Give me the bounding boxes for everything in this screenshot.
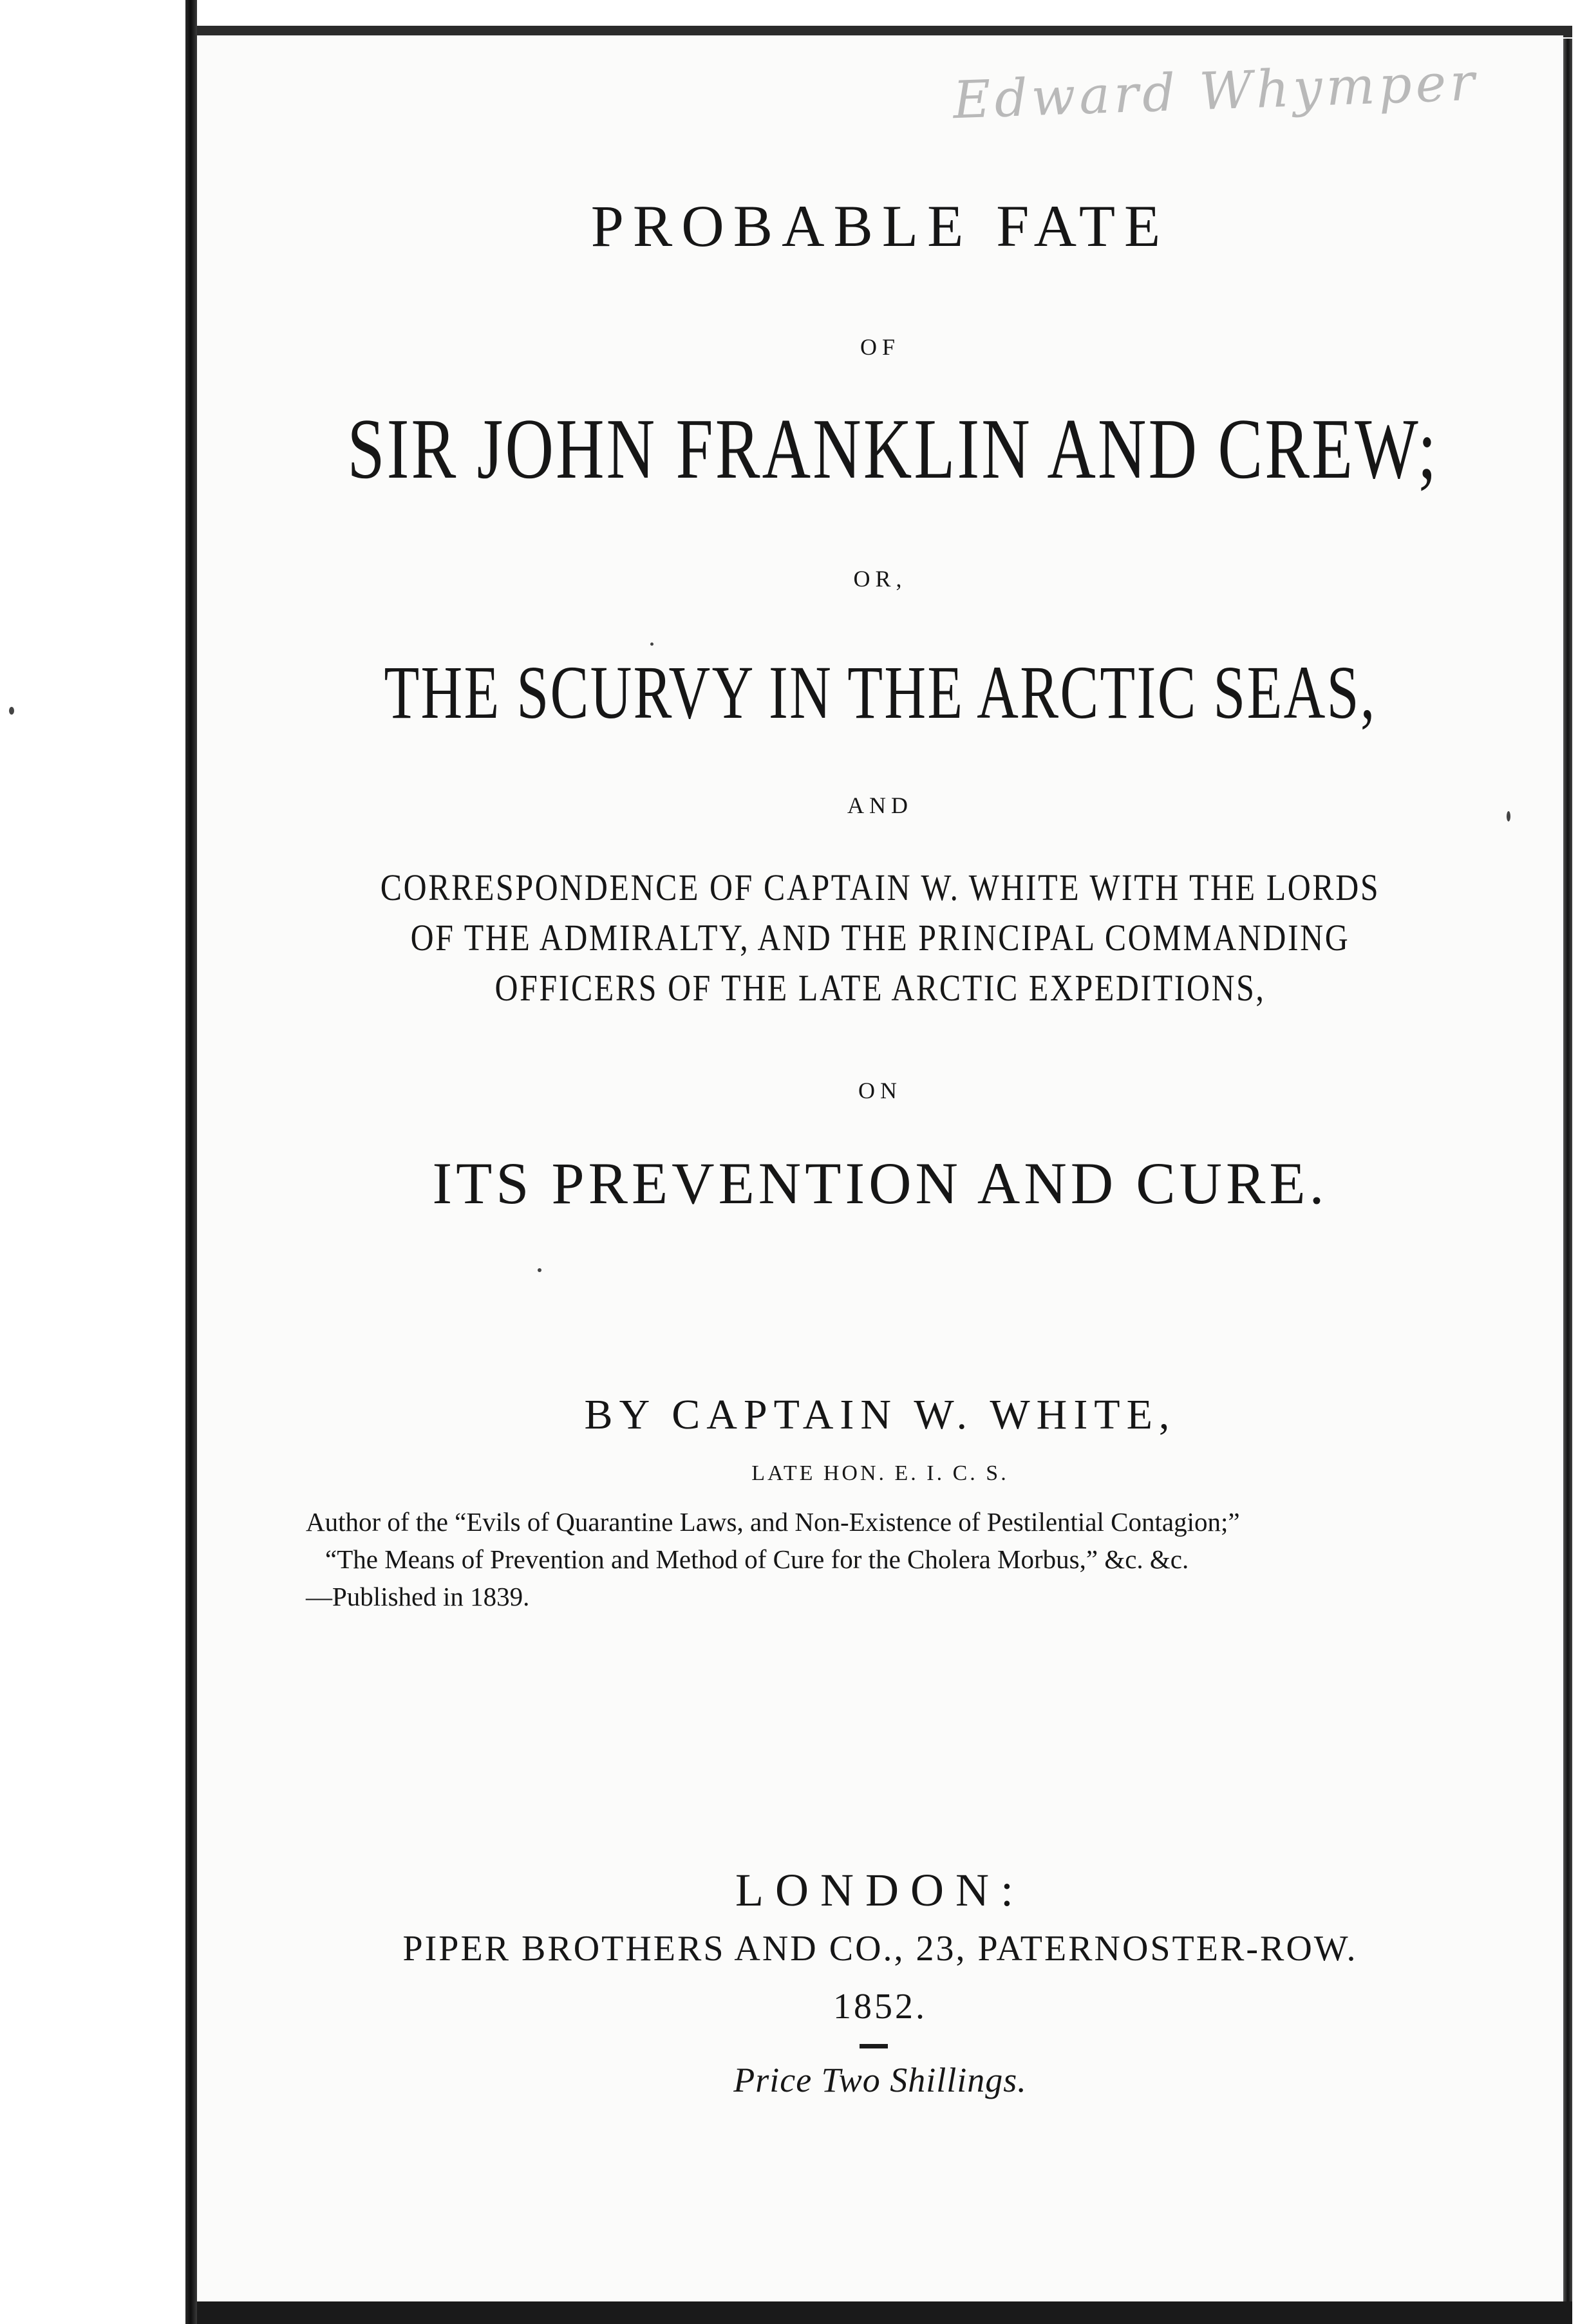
author-works	[306, 1503, 1336, 1615]
handwritten-signature: Edward Whymper	[952, 52, 1480, 131]
connector-on: ON	[858, 1078, 902, 1103]
author-work-line: —Published in 1839.	[306, 1582, 530, 1611]
page-binding-edge	[185, 0, 197, 2324]
imprint-rule	[860, 2044, 888, 2048]
connector-of: OF	[860, 334, 901, 360]
author-affiliation: LATE HON. E. I. C. S.	[751, 1461, 1009, 1485]
imprint-price: Price Two Shillings.	[733, 2061, 1027, 2099]
title-line-scurvy: THE SCURVY IN THE ARCTIC SEAS,	[384, 650, 1377, 735]
page-right-edge	[1563, 39, 1572, 2305]
author-byline: BY CAPTAIN W. WHITE,	[584, 1391, 1176, 1438]
correspondence-line: OF THE ADMIRALTY, AND THE PRINCIPAL COMMANDING	[410, 917, 1350, 959]
connector-and: AND	[847, 792, 913, 818]
correspondence-line: CORRESPONDENCE OF CAPTAIN W. WHITE WITH THE LORDS	[380, 867, 1380, 908]
scan-speck	[9, 707, 14, 715]
imprint-year: 1852.	[833, 1987, 927, 2027]
page-bottom-edge	[197, 2301, 1572, 2324]
imprint-city: LONDON:	[735, 1864, 1025, 1916]
scan-margin	[0, 0, 187, 2324]
title-line-franklin: SIR JOHN FRANKLIN AND CREW;	[347, 401, 1439, 496]
scan-speck	[650, 642, 653, 646]
correspondence-line: OFFICERS OF THE LATE ARCTIC EXPEDITIONS,	[494, 967, 1266, 1009]
author-work-line: Author of the “Evils of Quarantine Laws, and Non-Existence of Pestilential Contagion;”	[306, 1507, 1240, 1537]
imprint-publisher: PIPER BROTHERS AND CO., 23, PATERNOSTER-ROW.	[402, 1929, 1358, 1969]
author-work-line: “The Means of Prevention and Method of Cure for the Cholera Morbus,” &c. &c.	[325, 1544, 1189, 1574]
title-line-probable-fate: PROBABLE FATE	[590, 193, 1170, 259]
connector-or: OR,	[853, 566, 907, 592]
title-line-prevention: ITS PREVENTION AND CURE.	[432, 1150, 1328, 1216]
scan-speck	[538, 1268, 541, 1272]
